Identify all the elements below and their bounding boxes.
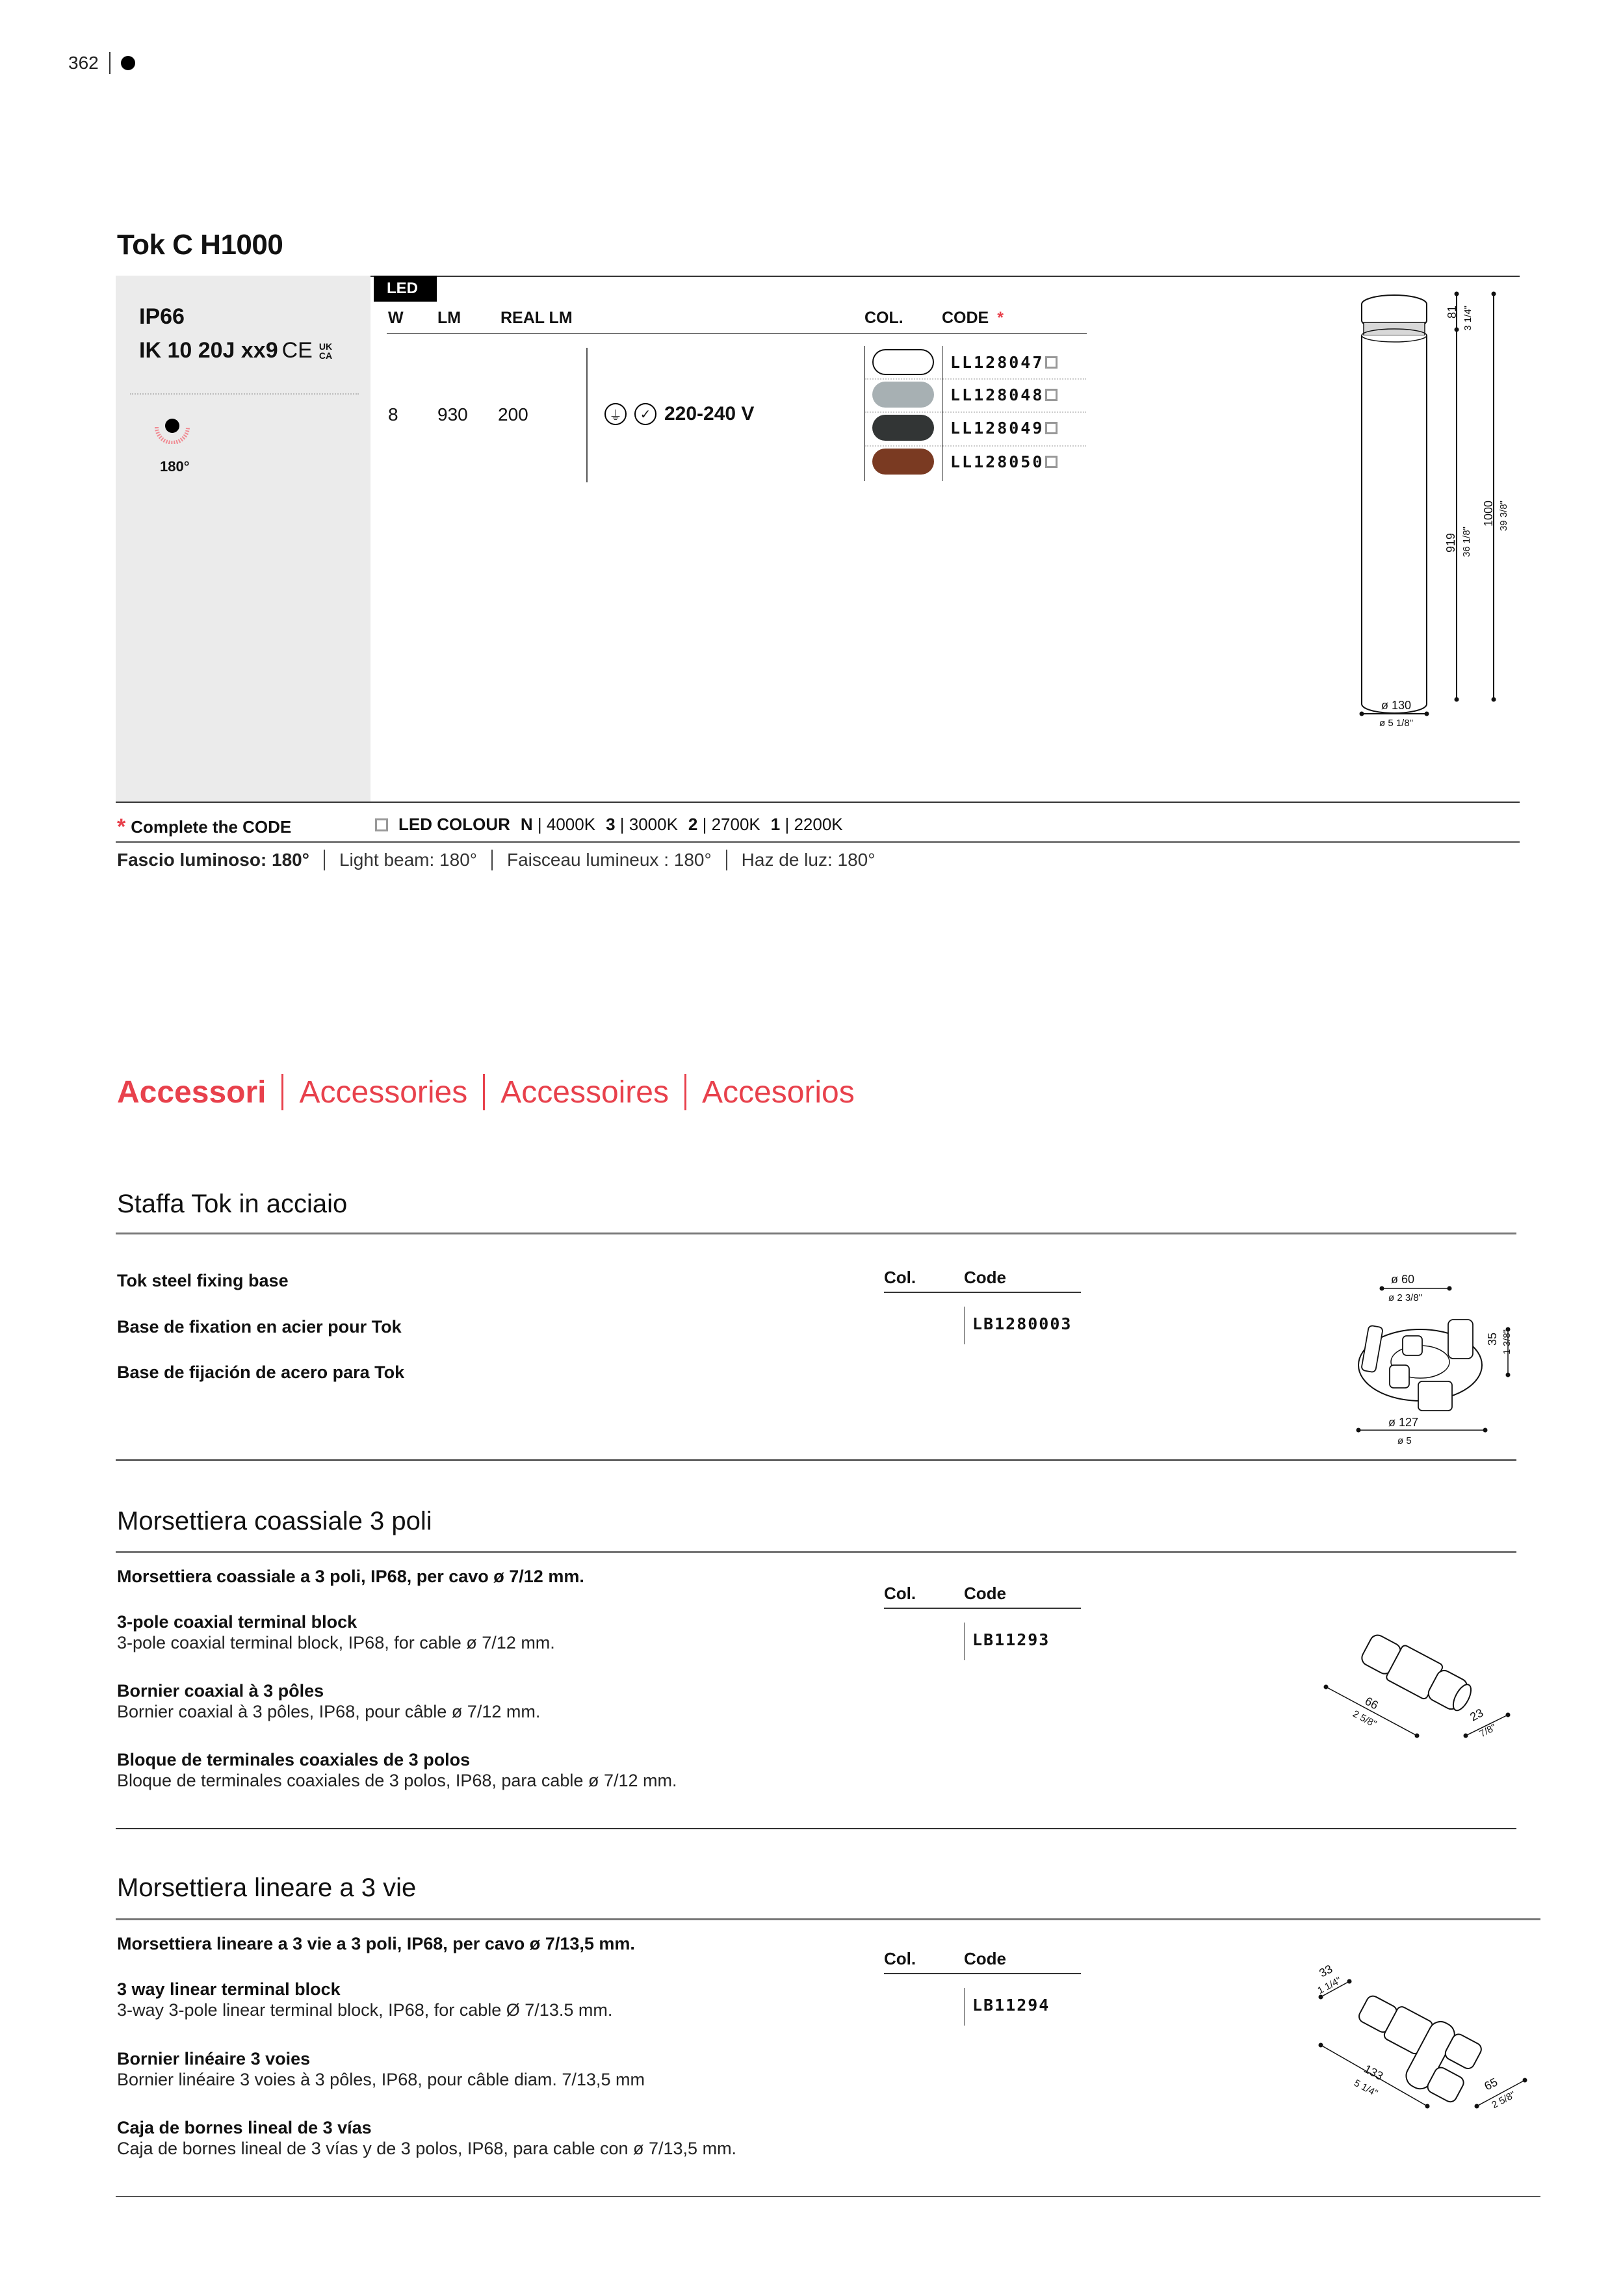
dim-body-in: 36 1/8" xyxy=(1461,527,1472,558)
color-swatch-white xyxy=(872,349,934,375)
block-title-en: 3-pole coaxial terminal block xyxy=(117,1612,357,1632)
dim-width-in: 1 1/4" xyxy=(1316,1974,1344,1997)
option-key: 3 xyxy=(606,815,616,834)
dim-bottom-diameter-mm: ø 127 xyxy=(1388,1416,1419,1429)
checkbox-placeholder-icon xyxy=(1045,356,1058,369)
option-key: 2 xyxy=(688,815,698,834)
table-bottom-rule xyxy=(116,802,1520,803)
dim-length-in: 5 1/4" xyxy=(1352,2077,1380,2100)
accessory-intro: Morsettiera coassiale a 3 poli, IP68, per cavo ø 7/12 mm. xyxy=(117,1567,584,1586)
accessory-desc-fr: Base de fixation en acier pour Tok xyxy=(117,1317,402,1337)
dim-height-mm: 35 xyxy=(1486,1333,1499,1346)
led-tab: LED xyxy=(374,276,437,302)
divider xyxy=(324,850,325,870)
variant-code-text: LL128050 xyxy=(950,452,1045,471)
accessory-title: Staffa Tok in acciaio xyxy=(117,1190,348,1218)
color-swatch-corten xyxy=(872,449,934,475)
block-title-fr: Bornier coaxial à 3 pôles xyxy=(117,1681,324,1701)
code-divider xyxy=(964,1623,965,1660)
accessory-code[interactable]: LB11293 xyxy=(972,1630,1050,1649)
option-value: 2200K xyxy=(794,815,843,834)
beam-es: Haz de luz: 180° xyxy=(741,850,876,870)
variant-code[interactable] xyxy=(950,452,1058,471)
ukca-top: UK xyxy=(318,341,333,352)
col-divider xyxy=(864,346,865,481)
beam-translations xyxy=(117,850,875,870)
ik-text: IK 10 20J xx9 xyxy=(139,338,278,363)
required-star-icon: * xyxy=(117,815,126,839)
legend-rule xyxy=(116,841,1520,843)
divider xyxy=(491,850,493,870)
accessories-heading xyxy=(117,1074,855,1110)
header-col: COL. xyxy=(864,309,903,327)
complete-code-text: Complete the CODE xyxy=(131,817,292,837)
heading-it: Accessori xyxy=(117,1075,266,1110)
col-header: Col. xyxy=(884,1584,916,1603)
value-w: 8 xyxy=(388,404,398,424)
checkbox-placeholder-icon xyxy=(1045,456,1058,468)
divider xyxy=(684,1074,686,1110)
divider xyxy=(726,850,727,870)
row-separator xyxy=(865,445,1086,447)
dim-top-diameter-mm: ø 60 xyxy=(1391,1273,1415,1286)
checkbox-placeholder-icon xyxy=(1045,389,1058,401)
header-code xyxy=(942,309,1004,328)
dim-diameter-in: ø 5 1/8" xyxy=(1379,718,1414,729)
column-divider xyxy=(586,348,588,482)
accessory-desc-es: Base de fijación de acero para Tok xyxy=(117,1363,405,1382)
option-key: N xyxy=(520,815,533,834)
header-w: W xyxy=(388,309,404,327)
accessory-code[interactable]: LB1280003 xyxy=(972,1314,1072,1333)
dim-bottom-diameter-in: ø 5 xyxy=(1397,1435,1412,1446)
header-code-text: CODE xyxy=(942,309,989,327)
code-header: Code xyxy=(964,1268,1006,1287)
divider xyxy=(281,1074,283,1110)
dim-body-mm: 919 xyxy=(1444,533,1457,553)
section-rule xyxy=(116,1459,1516,1461)
header-rule xyxy=(387,333,1087,334)
section-rule xyxy=(116,1828,1516,1829)
variant-code[interactable] xyxy=(950,385,1058,404)
dim-diameter-mm: 23 xyxy=(1468,1706,1486,1724)
dim-total-in: 39 3/8" xyxy=(1498,501,1509,532)
checkbox-placeholder-icon xyxy=(1045,422,1058,434)
ce-mark-icon: CE xyxy=(281,338,313,363)
earth-ground-icon: ⏚ xyxy=(604,403,627,425)
code-divider xyxy=(964,1988,965,2026)
accessory-intro: Morsettiera lineare a 3 vie a 3 poli, IP68, per cavo ø 7/13,5 mm. xyxy=(117,1934,635,1953)
product-title: Tok C H1000 xyxy=(117,229,283,261)
accessory-code[interactable]: LB11294 xyxy=(972,1996,1050,2015)
dim-total-mm: 1000 xyxy=(1482,501,1495,527)
option-key: 1 xyxy=(770,815,781,834)
linear-block-drawing xyxy=(1306,1970,1527,2119)
bullet-icon xyxy=(121,56,135,70)
accessory-title: Morsettiera lineare a 3 vie xyxy=(117,1873,417,1902)
dim-top-diameter-in: ø 2 3/8" xyxy=(1388,1292,1423,1303)
heading-en: Accessories xyxy=(299,1075,468,1110)
block-title-es: Caja de bornes lineal de 3 vías xyxy=(117,2118,372,2137)
beam-fr: Faisceau lumineux : 180° xyxy=(506,850,712,870)
row-separator xyxy=(865,378,1086,380)
block-text-fr: Bornier linéaire 3 voies à 3 pôles, IP68, pour câble diam. 7/13,5 mm xyxy=(117,2070,645,2089)
block-text-en: 3-pole coaxial terminal block, IP68, for cable ø 7/12 mm. xyxy=(117,1633,555,1652)
variant-code[interactable] xyxy=(950,419,1058,437)
header-real-lm: REAL LM xyxy=(500,309,573,327)
code-header: Code xyxy=(964,1949,1006,1968)
col-header: Col. xyxy=(884,1949,916,1968)
required-star-icon: * xyxy=(997,309,1004,327)
code-header: Code xyxy=(964,1584,1006,1603)
heading-es: Accesorios xyxy=(701,1075,855,1110)
option-value: 3000K xyxy=(629,815,678,834)
dim-length-mm: 66 xyxy=(1362,1694,1381,1712)
color-swatch-anthracite xyxy=(872,415,934,441)
block-text-fr: Bornier coaxial à 3 pôles, IP68, pour câble ø 7/12 mm. xyxy=(117,1702,541,1721)
col-header: Col. xyxy=(884,1268,916,1287)
value-real-lm: 200 xyxy=(498,404,528,424)
divider xyxy=(483,1074,485,1110)
block-title-es: Bloque de terminales coaxiales de 3 polos xyxy=(117,1750,471,1769)
section-rule xyxy=(116,1233,1516,1234)
dim-diameter-in: 7/8" xyxy=(1477,1721,1498,1740)
section-rule xyxy=(116,2196,1540,2197)
dim-length-in: 2 5/8" xyxy=(1351,1708,1379,1730)
led-colour-legend: LED COLOUR N | 4000K 3 | 3000K 2 | 2700K 1 | 2200K xyxy=(374,815,843,835)
code-header-rule xyxy=(884,1973,1081,1974)
block-title-en: 3 way linear terminal block xyxy=(117,1979,341,1999)
variant-code-text: LL128047 xyxy=(950,353,1045,372)
option-value: 4000K xyxy=(546,815,596,834)
page-number xyxy=(68,52,135,74)
dim-width-mm: 33 xyxy=(1317,1962,1335,1980)
block-title-fr: Bornier linéaire 3 voies xyxy=(117,2049,311,2068)
ukca-mark-icon xyxy=(319,342,332,360)
fixing-base-drawing xyxy=(1326,1274,1521,1450)
ik-rating xyxy=(139,338,332,363)
dim-depth-mm: 65 xyxy=(1482,2075,1500,2093)
ip-rating: IP66 xyxy=(139,304,185,329)
option-value: 2700K xyxy=(711,815,760,834)
variant-code-text: LL128048 xyxy=(950,385,1045,404)
color-swatch-grey xyxy=(872,382,934,408)
beam-angle-icon xyxy=(153,418,192,444)
check-circle-icon: ✓ xyxy=(634,403,656,425)
variant-code[interactable] xyxy=(950,353,1058,372)
section-rule xyxy=(116,1918,1540,1920)
dim-height-in: 1 3/8" xyxy=(1501,1329,1513,1355)
checkbox-placeholder-icon xyxy=(375,818,388,831)
divider xyxy=(109,52,110,74)
led-colour-label: LED COLOUR xyxy=(398,815,510,834)
block-text-es: Caja de bornes lineal de 3 vías y de 3 polos, IP68, para cable con ø 7/13,5 mm. xyxy=(117,2139,737,2158)
ukca-bottom: CA xyxy=(318,350,333,361)
accessory-title: Morsettiera coassiale 3 poli xyxy=(117,1507,432,1535)
block-text-es: Bloque de terminales coaxiales de 3 polos, IP68, para cable ø 7/12 mm. xyxy=(117,1771,677,1790)
code-divider xyxy=(964,1307,965,1344)
dim-length-mm: 133 xyxy=(1362,2062,1386,2083)
voltage-info xyxy=(604,403,754,425)
beam-en: Light beam: 180° xyxy=(339,850,477,870)
dim-top-in: 3 1/4" xyxy=(1462,306,1474,331)
value-lm: 930 xyxy=(437,404,468,424)
voltage-value: 220-240 V xyxy=(664,403,755,424)
page-number-text: 362 xyxy=(68,53,99,73)
header-lm: LM xyxy=(437,309,461,327)
row-separator xyxy=(865,411,1086,413)
accessory-desc-en: Tok steel fixing base xyxy=(117,1271,289,1290)
code-header-rule xyxy=(884,1608,1081,1609)
section-rule xyxy=(116,1551,1516,1553)
variant-code-text: LL128049 xyxy=(950,419,1045,437)
beam-it: Fascio luminoso: 180° xyxy=(117,850,309,870)
dim-top-mm: 81 xyxy=(1446,306,1459,319)
code-header-rule xyxy=(884,1292,1081,1293)
block-text-en: 3-way 3-pole linear terminal block, IP68, for cable Ø 7/13.5 mm. xyxy=(117,2000,613,2020)
bollard-drawing xyxy=(1339,280,1547,787)
complete-code-note xyxy=(117,815,291,840)
beam-angle-label: 180° xyxy=(160,458,190,475)
dim-depth-in: 2 5/8" xyxy=(1490,2089,1518,2111)
dim-diameter-mm: ø 130 xyxy=(1381,699,1412,712)
panel-divider xyxy=(130,393,359,395)
heading-fr: Accessoires xyxy=(500,1075,669,1110)
